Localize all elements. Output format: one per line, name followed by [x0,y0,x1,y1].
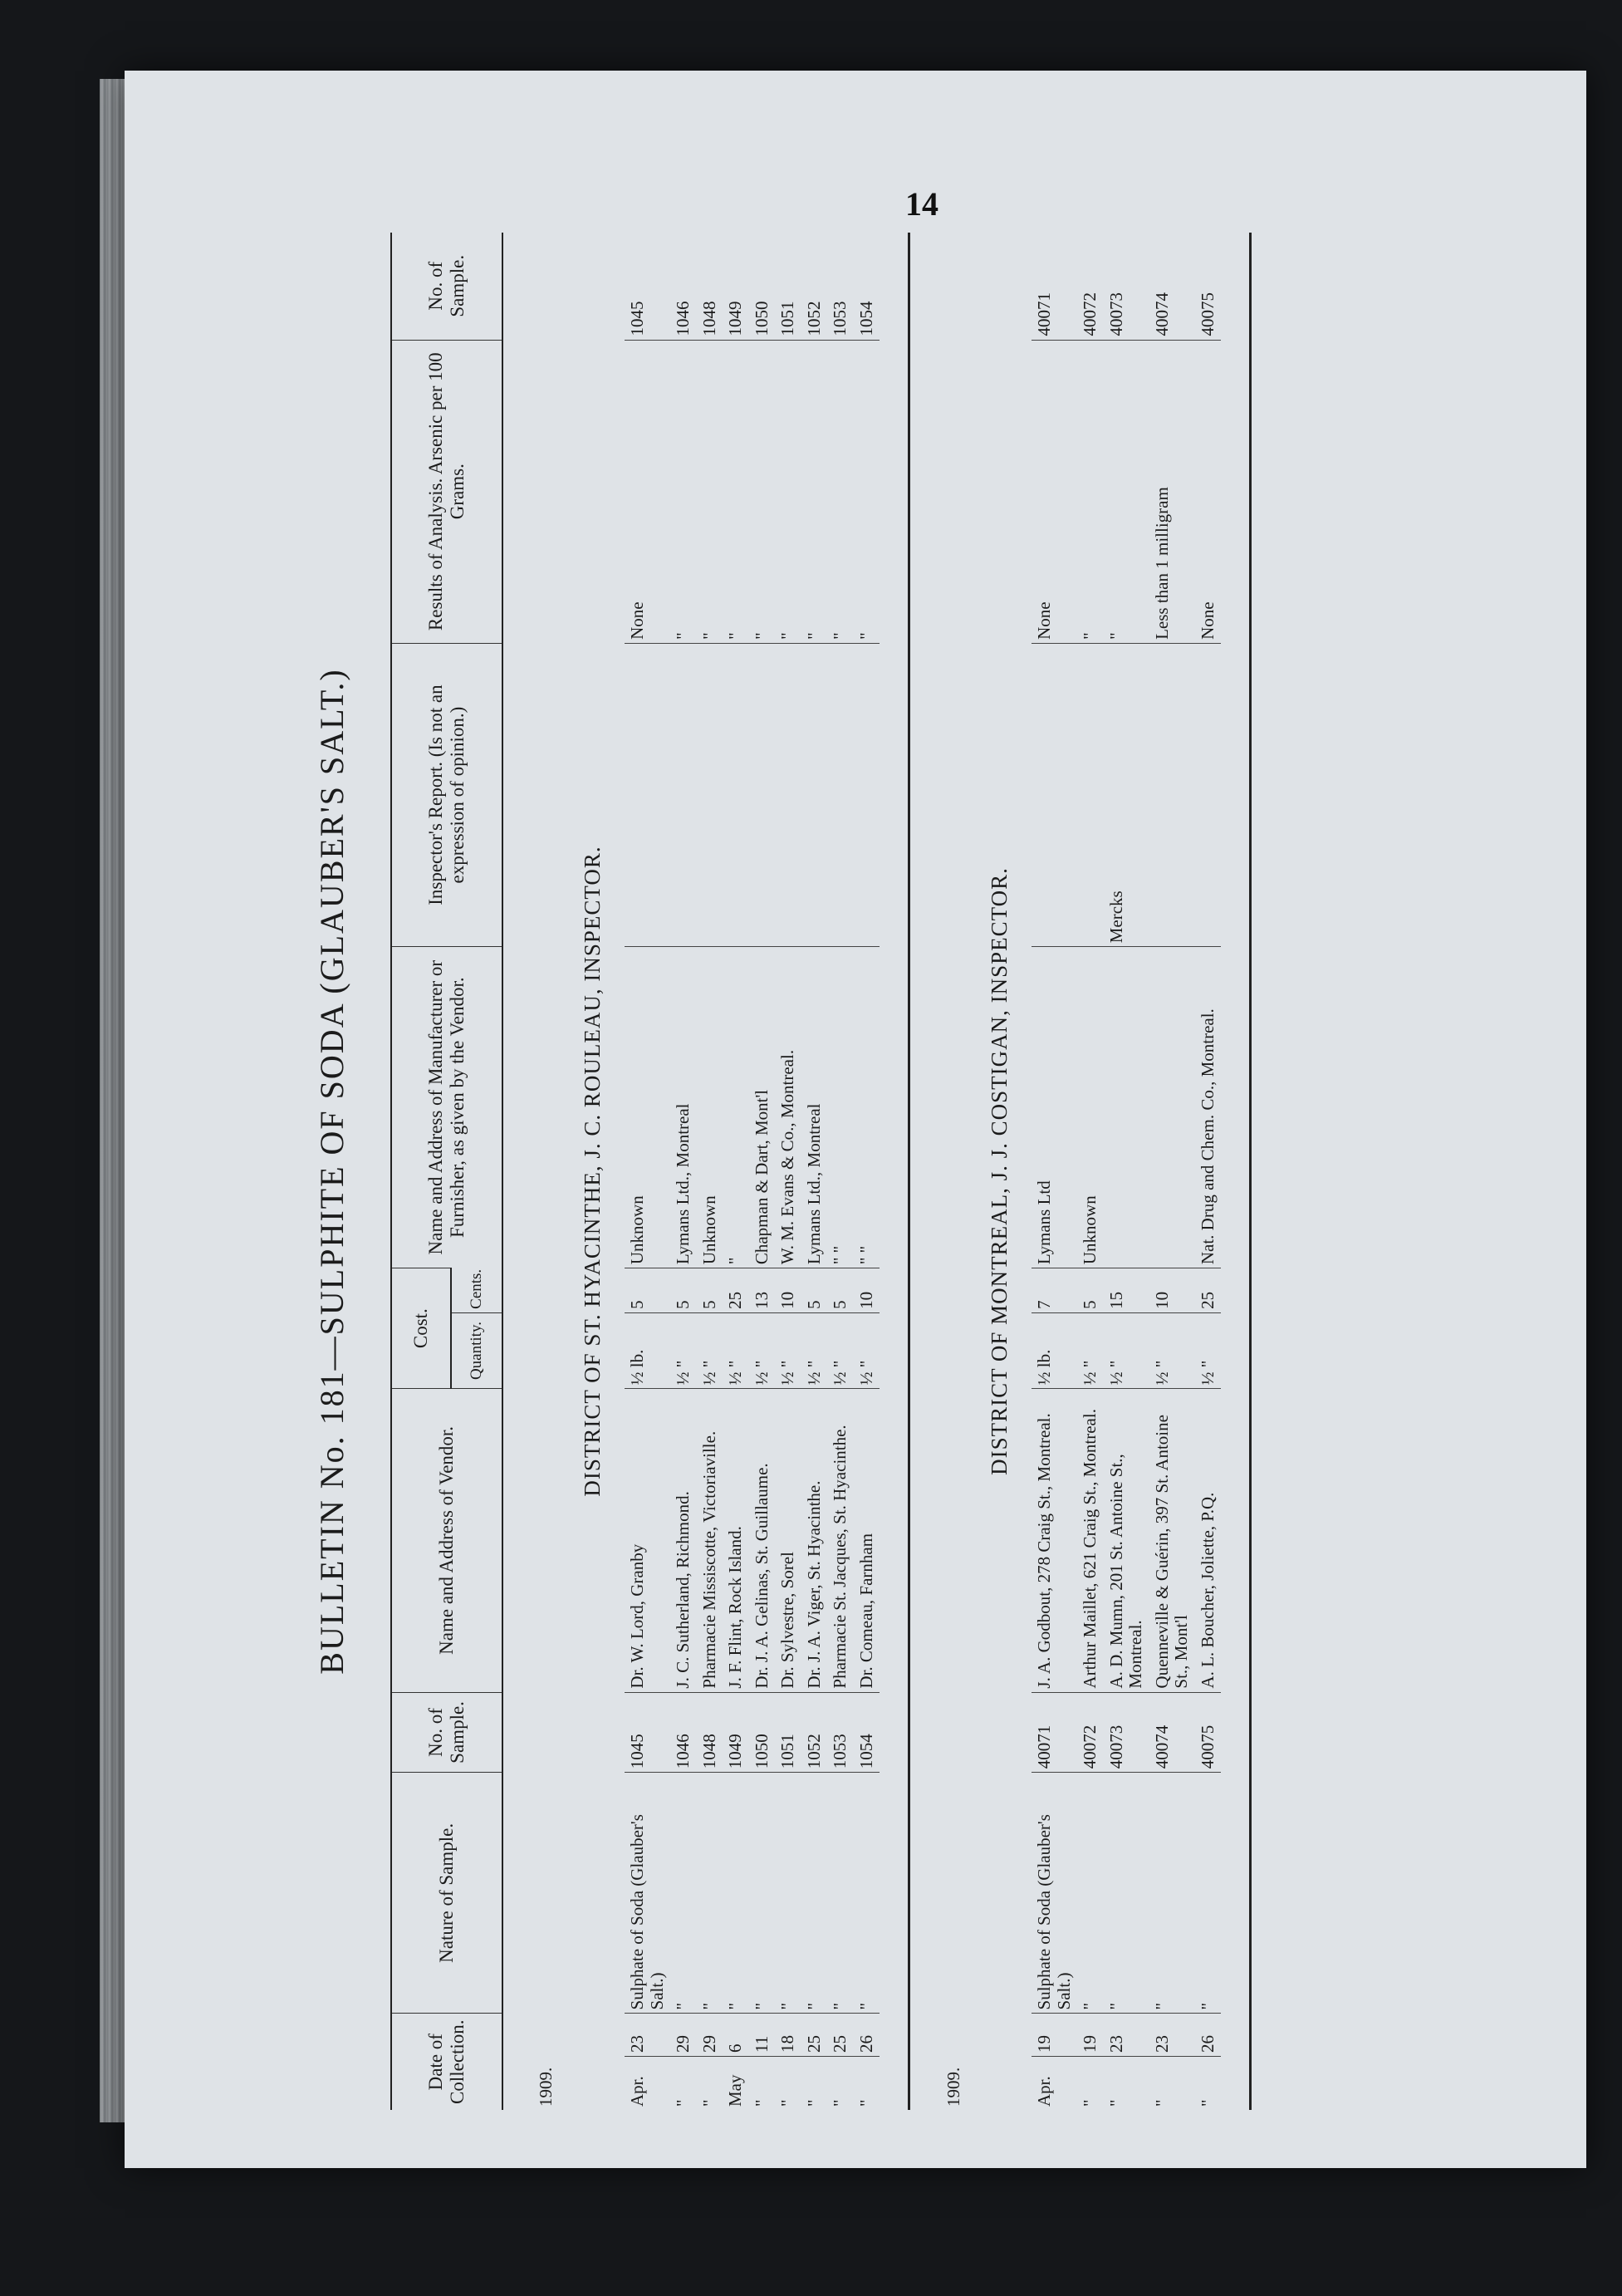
inspector-report-cell [1149,643,1195,946]
cents-cell: 5 [827,1268,854,1313]
date-day-cell: 29 [697,2014,723,2057]
quantity-cell: ½ " [697,1312,723,1388]
quantity-cell: ½ " [854,1312,880,1388]
manufacturer-cell: Chapman & Dart, Mont'l [749,947,776,1268]
sample-no-cell: 40074 [1149,1692,1195,1773]
year-label: 1909. [536,2067,556,2107]
nature-cell: " [697,1773,723,2014]
manufacturer-cell: Unknown [625,947,670,1268]
result-cell: None [1032,340,1077,643]
result-cell: " [723,340,749,643]
result-cell: " [1077,340,1104,643]
vendor-cell: A. L. Boucher, Joliette, P.Q. [1195,1389,1222,1692]
table-body [502,233,1251,2110]
result-cell: " [1104,340,1149,643]
inspector-report-cell [723,643,749,946]
sample-no-cell: 1048 [697,1692,723,1773]
quantity-cell: ½ " [1077,1312,1104,1388]
inspector-report-cell [625,643,670,946]
table-row [1195,233,1222,2110]
date-day-cell: 18 [775,2014,801,2057]
cents-cell: 25 [723,1268,749,1313]
year-row [502,233,560,2110]
table-row [1032,233,1077,2110]
section-divider-line [880,233,909,2110]
quantity-cell: ½ " [1149,1312,1195,1388]
quantity-cell: ½ lb. [625,1312,670,1388]
header-manufacturer: Name and Address of Manufacturer or Furnisher, as given by the Vendor. [391,947,502,1268]
result-cell: " [827,340,854,643]
vendor-cell: Dr. J. A. Viger, St. Hyacinthe. [801,1389,828,1692]
date-day-cell: 26 [854,2014,880,2057]
quantity-cell: ½ " [801,1312,828,1388]
cents-cell: 7 [1032,1268,1077,1313]
manufacturer-cell: Unknown [1077,947,1104,1268]
date-month-cell: " [1149,2057,1195,2110]
header-results: Results of Analysis. Arsenic per 100 Grams. [391,340,502,643]
samples-table [390,233,1252,2110]
inspector-report-cell [827,643,854,946]
district-heading: DISTRICT OF MONTREAL, J. J. COSTIGAN, INSPECTOR. [987,867,1012,1475]
quantity-cell: ½ " [1195,1312,1222,1388]
manufacturer-cell: Unknown [697,947,723,1268]
table-row [625,233,670,2110]
vendor-cell: A. D. Mumn, 201 St. Antoine St., Montreal. [1104,1389,1149,1692]
cents-cell: 10 [854,1268,880,1313]
bulletin-title: BULLETIN No. 181—SULPHITE OF SODA (GLAUBER'S SALT.) [313,668,350,1675]
vendor-cell: Pharmacie Missiscotte, Victoriaville. [697,1389,723,1692]
inspector-report-cell [670,643,697,946]
inspector-report-cell [697,643,723,946]
date-month-cell: " [775,2057,801,2110]
section-divider [880,233,909,2110]
quantity-cell: ½ " [827,1312,854,1388]
header-quantity: Quantity. [451,1312,502,1388]
table-row [827,233,854,2110]
result-cell: " [697,340,723,643]
nature-cell: " [1149,1773,1195,2014]
date-month-cell: Apr. [625,2057,670,2110]
table-row [801,233,828,2110]
sample-no-cell: 1045 [625,1692,670,1773]
manufacturer-cell: Lymans Ltd [1032,947,1077,1268]
date-month-cell: " [749,2057,776,2110]
sample-no-cell: 1051 [775,1692,801,1773]
cents-cell: 10 [1149,1268,1195,1313]
table-row [854,233,880,2110]
result-cell: None [625,340,670,643]
sample-no-cell: 1054 [854,1692,880,1773]
date-day-cell: 19 [1032,2014,1077,2057]
nature-cell: Sulphate of Soda (Glauber's Salt.) [1032,1773,1077,2014]
date-day-cell: 25 [801,2014,828,2057]
sample-no-right-cell: 1053 [830,301,850,336]
result-cell: " [854,340,880,643]
nature-cell: " [749,1773,776,2014]
quantity-cell: ½ " [1104,1312,1149,1388]
sample-no-right-cell: 1052 [803,301,824,336]
quantity-cell: ½ " [749,1312,776,1388]
table-row [1077,233,1104,2110]
nature-cell: " [1104,1773,1149,2014]
sample-no-cell: 40073 [1104,1692,1149,1773]
vendor-cell: J. F. Flint, Rock Island. [723,1389,749,1692]
vendor-cell: Arthur Maillet, 621 Craig St., Montreal. [1077,1389,1104,1692]
date-month-cell: Apr. [1032,2057,1077,2110]
rotated-table-frame [299,233,1512,2110]
table-row [775,233,801,2110]
sample-no-right-cell: 1054 [855,301,876,336]
result-cell: " [775,340,801,643]
cents-cell: 5 [801,1268,828,1313]
inspector-report-cell [775,643,801,946]
sample-no-right-cell: 40074 [1151,292,1172,336]
sample-no-right-cell: 1050 [751,301,772,336]
inspector-report-cell [1077,643,1104,946]
cents-cell: 5 [697,1268,723,1313]
nature-cell: " [1195,1773,1222,2014]
table-row [1149,233,1195,2110]
district-heading: DISTRICT OF ST. HYACINTHE, J. C. ROULEAU, INSPECTOR. [579,846,605,1497]
year-label: 1909. [943,2067,963,2107]
manufacturer-cell: " " [827,947,854,1268]
header-inspector-report: Inspector's Report. (Is not an expression of opinion.) [391,643,502,946]
cents-cell: 5 [625,1268,670,1313]
date-day-cell: 29 [670,2014,697,2057]
date-month-cell: " [854,2057,880,2110]
date-month-cell: May [723,2057,749,2110]
date-day-cell: 19 [1077,2014,1104,2057]
date-day-cell: 23 [625,2014,670,2057]
sample-no-right-cell: 1045 [627,301,647,336]
quantity-cell: ½ " [723,1312,749,1388]
table-row [697,233,723,2110]
header-cost: Cost. [391,1268,451,1389]
cents-cell: 5 [1077,1268,1104,1313]
sample-no-right-cell: 1051 [777,301,798,336]
table-row [749,233,776,2110]
result-cell: " [670,340,697,643]
header-date: Date of Collection. [391,2014,502,2110]
table-row [723,233,749,2110]
inspector-report-cell [801,643,828,946]
inspector-report-cell [749,643,776,946]
manufacturer-cell: Lymans Ltd., Montreal [801,947,828,1268]
nature-cell: " [801,1773,828,2014]
inspector-report-cell [854,643,880,946]
quantity-cell: ½ lb. [1032,1312,1077,1388]
year-row [909,233,968,2110]
result-cell: Less than 1 milligram [1149,340,1195,643]
cents-cell: 13 [749,1268,776,1313]
nature-cell: " [1077,1773,1104,2014]
sample-no-right-cell: 1048 [698,301,719,336]
cents-cell: 5 [670,1268,697,1313]
date-day-cell: 6 [723,2014,749,2057]
date-month-cell: " [1077,2057,1104,2110]
cents-cell: 25 [1195,1268,1222,1313]
inspector-report-cell: Mercks [1104,643,1149,946]
vendor-cell: Dr. W. Lord, Granby [625,1389,670,1692]
sample-no-cell: 1052 [801,1692,828,1773]
sample-no-right-cell: 40072 [1080,292,1100,336]
date-month-cell: " [1104,2057,1149,2110]
sample-no-right-cell: 40071 [1034,292,1055,336]
manufacturer-cell: W. M. Evans & Co., Montreal. [775,947,801,1268]
sample-no-right-cell: 40075 [1197,292,1218,336]
sample-no-cell: 1046 [670,1692,697,1773]
nature-cell: " [854,1773,880,2014]
nature-cell: " [670,1773,697,2014]
sample-no-right-cell: 1049 [725,301,746,336]
date-day-cell: 11 [749,2014,776,2057]
header-cents: Cents. [451,1268,502,1313]
manufacturer-cell: Nat. Drug and Chem. Co., Montreal. [1195,947,1222,1268]
quantity-cell: ½ " [670,1312,697,1388]
header-nature: Nature of Sample. [391,1773,502,2014]
cents-cell: 15 [1104,1268,1149,1313]
inspector-report-cell [1032,643,1077,946]
manufacturer-cell: " " [854,947,880,1268]
nature-cell: " [827,1773,854,2014]
sample-no-cell: 40072 [1077,1692,1104,1773]
quantity-cell: ½ " [775,1312,801,1388]
sample-no-cell: 40071 [1032,1692,1077,1773]
sample-no-cell: 1049 [723,1692,749,1773]
table-row [1104,233,1149,2110]
section-divider [1221,233,1251,2110]
result-cell: None [1195,340,1222,643]
table-header [391,233,502,2110]
vendor-cell: Dr. Sylvestre, Sorel [775,1389,801,1692]
header-sample-no-right: No. of Sample. [391,233,502,340]
vendor-cell: Dr. Comeau, Farnham [854,1389,880,1692]
nature-cell: " [723,1773,749,2014]
vendor-cell: Dr. J. A. Gelinas, St. Guillaume. [749,1389,776,1692]
header-sample-no: No. of Sample. [391,1692,502,1773]
date-month-cell: " [1195,2057,1222,2110]
cents-cell: 10 [775,1268,801,1313]
date-month-cell: " [670,2057,697,2110]
manufacturer-cell [1149,947,1195,1268]
section-divider-line [1221,233,1251,2110]
district-row [967,233,1032,2110]
sample-no-cell: 1050 [749,1692,776,1773]
vendor-cell: J. A. Godbout, 278 Craig St., Montreal. [1032,1389,1077,1692]
sample-no-right-cell: 1046 [673,301,693,336]
manufacturer-cell: Lymans Ltd., Montreal [670,947,697,1268]
date-day-cell: 26 [1195,2014,1222,2057]
page-number: 14 [905,185,938,223]
manufacturer-cell: " [723,947,749,1268]
manufacturer-cell [1104,947,1149,1268]
date-month-cell: " [827,2057,854,2110]
result-cell: " [749,340,776,643]
date-day-cell: 23 [1104,2014,1149,2057]
date-month-cell: " [697,2057,723,2110]
sample-no-cell: 1053 [827,1692,854,1773]
inspector-report-cell [1195,643,1222,946]
header-vendor: Name and Address of Vendor. [391,1389,502,1692]
table-row [670,233,697,2110]
date-month-cell: " [801,2057,828,2110]
sample-no-cell: 40075 [1195,1692,1222,1773]
sample-no-right-cell: 40073 [1105,292,1126,336]
result-cell: " [801,340,828,643]
nature-cell: " [775,1773,801,2014]
district-row [560,233,625,2110]
date-day-cell: 25 [827,2014,854,2057]
date-day-cell: 23 [1149,2014,1195,2057]
vendor-cell: Quenneville & Guérin, 397 St. Antoine St., Mont'l [1149,1389,1195,1692]
vendor-cell: Pharmacie St. Jacques, St. Hyacinthe. [827,1389,854,1692]
vendor-cell: J. C. Sutherland, Richmond. [670,1389,697,1692]
nature-cell: Sulphate of Soda (Glauber's Salt.) [625,1773,670,2014]
